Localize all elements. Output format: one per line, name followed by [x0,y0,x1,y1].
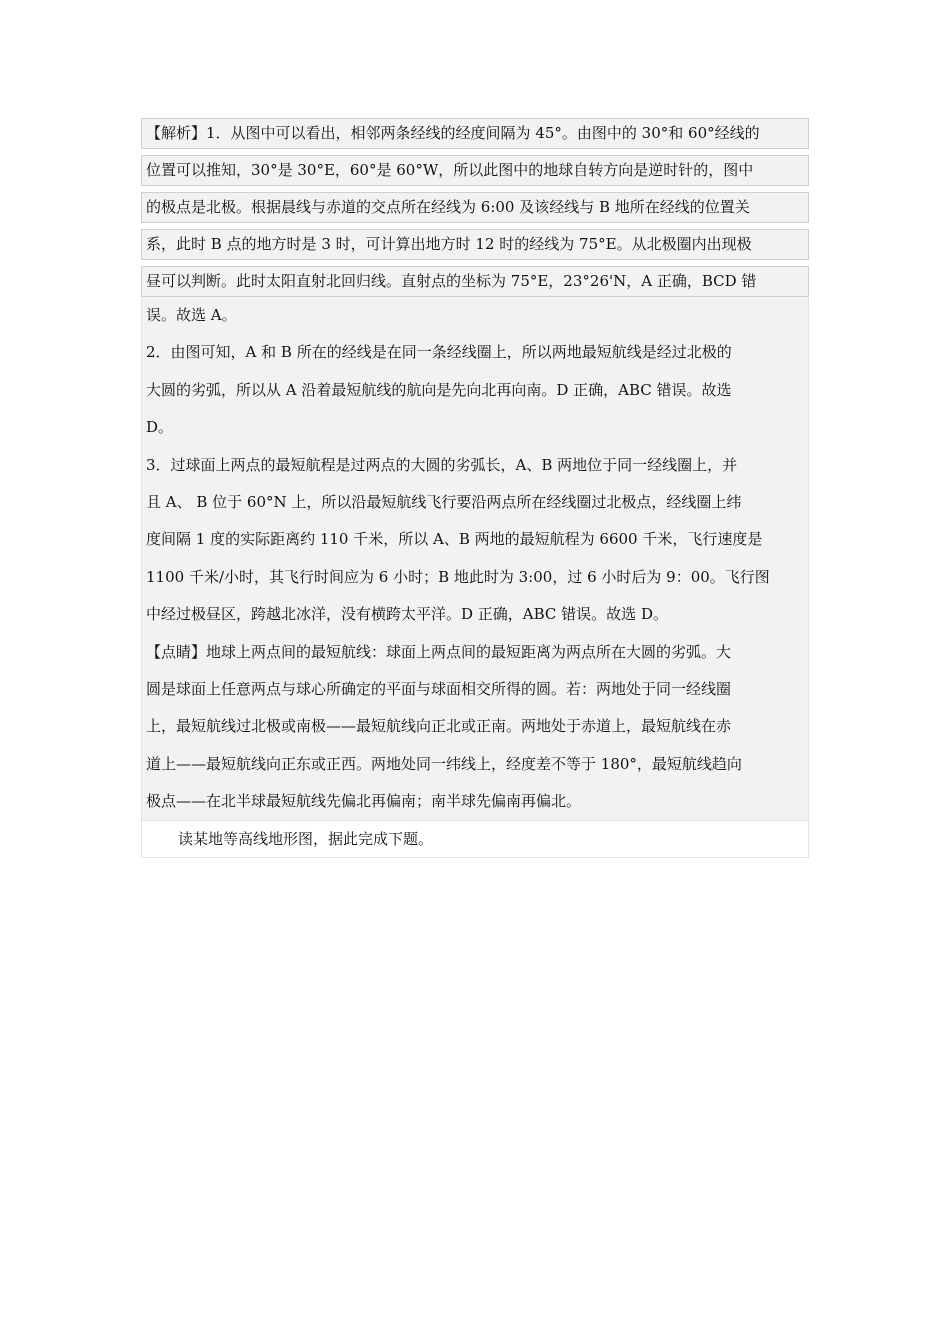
analysis-row: 昼可以判断。此时太阳直射北回归线。直射点的坐标为 75°E，23°26'N，A 正确，BCD 错 [141,266,809,297]
key-point-line: 道上——最短航线向正东或正西。两地处同一纬线上，经度差不等于 180°，最短航线趋向 [146,754,742,773]
analysis-line: 中经过极昼区，跨越北冰洋，没有横跨太平洋。D 正确，ABC 错误。故选 D。 [146,605,668,624]
analysis-line: 1100 千米/小时，其飞行时间应为 6 小时；B 地此时为 3:00，过 6 小时后为 9：00。飞行图 [146,567,770,586]
analysis-line: D。 [146,418,174,437]
key-point-line: 圆是球面上任意两点与球心所确定的平面与球面相交所得的圆。若：两地处于同一经线圈 [146,679,732,698]
analysis-row: 【解析】1．从图中可以看出，相邻两条经线的经度间隔为 45°。由图中的 30°和 60°经线的 [141,118,809,149]
analysis-line: 度间隔 1 度的实际距离约 110 千米，所以 A、B 两地的最短航程为 6600 千米，飞行速度是 [146,530,763,549]
analysis-line: 大圆的劣弧，所以从 A 沿着最短航线的航向是先向北再向南。D 正确，ABC 错误。故选 [146,380,732,399]
analysis-row: 系，此时 B 点的地方时是 3 时，可计算出地方时 12 时的经线为 75°E。从北极圈内出现极 [141,229,809,260]
analysis-line: 2．由图可知，A 和 B 所在的经线是在同一条经线圈上，所以两地最短航线是经过北极的 [146,343,732,362]
document-page [141,118,809,858]
key-point-line: 【点睛】地球上两点间的最短航线：球面上两点间的最短距离为两点所在大圆的劣弧。大 [146,642,732,661]
next-question-prompt: 读某地等高线地形图，据此完成下题。 [141,821,809,858]
analysis-text-block [141,297,809,821]
analysis-line: 且 A、 B 位于 60°N 上，所以沿最短航线飞行要沿两点所在经线圈过北极点，经线圈上纬 [146,492,742,511]
analysis-line: 误。故选 A。 [146,306,237,324]
analysis-row: 的极点是北极。根据晨线与赤道的交点所在经线为 6:00 及该经线与 B 地所在经线的位置关 [141,192,809,223]
key-point-line: 极点——在北半球最短航线先偏北再偏南；南半球先偏南再偏北。 [146,792,582,811]
analysis-row: 位置可以推知，30°是 30°E，60°是 60°W，所以此图中的地球自转方向是逆时针的，图中 [141,155,809,186]
analysis-line: 3．过球面上两点的最短航程是过两点的大圆的劣弧长，A、B 两地位于同一经线圈上，并 [146,455,738,474]
analysis-boxed-rows [141,118,809,297]
key-point-line: 上，最短航线过北极或南极——最短航线向正北或正南。两地处于赤道上，最短航线在赤 [146,717,732,736]
